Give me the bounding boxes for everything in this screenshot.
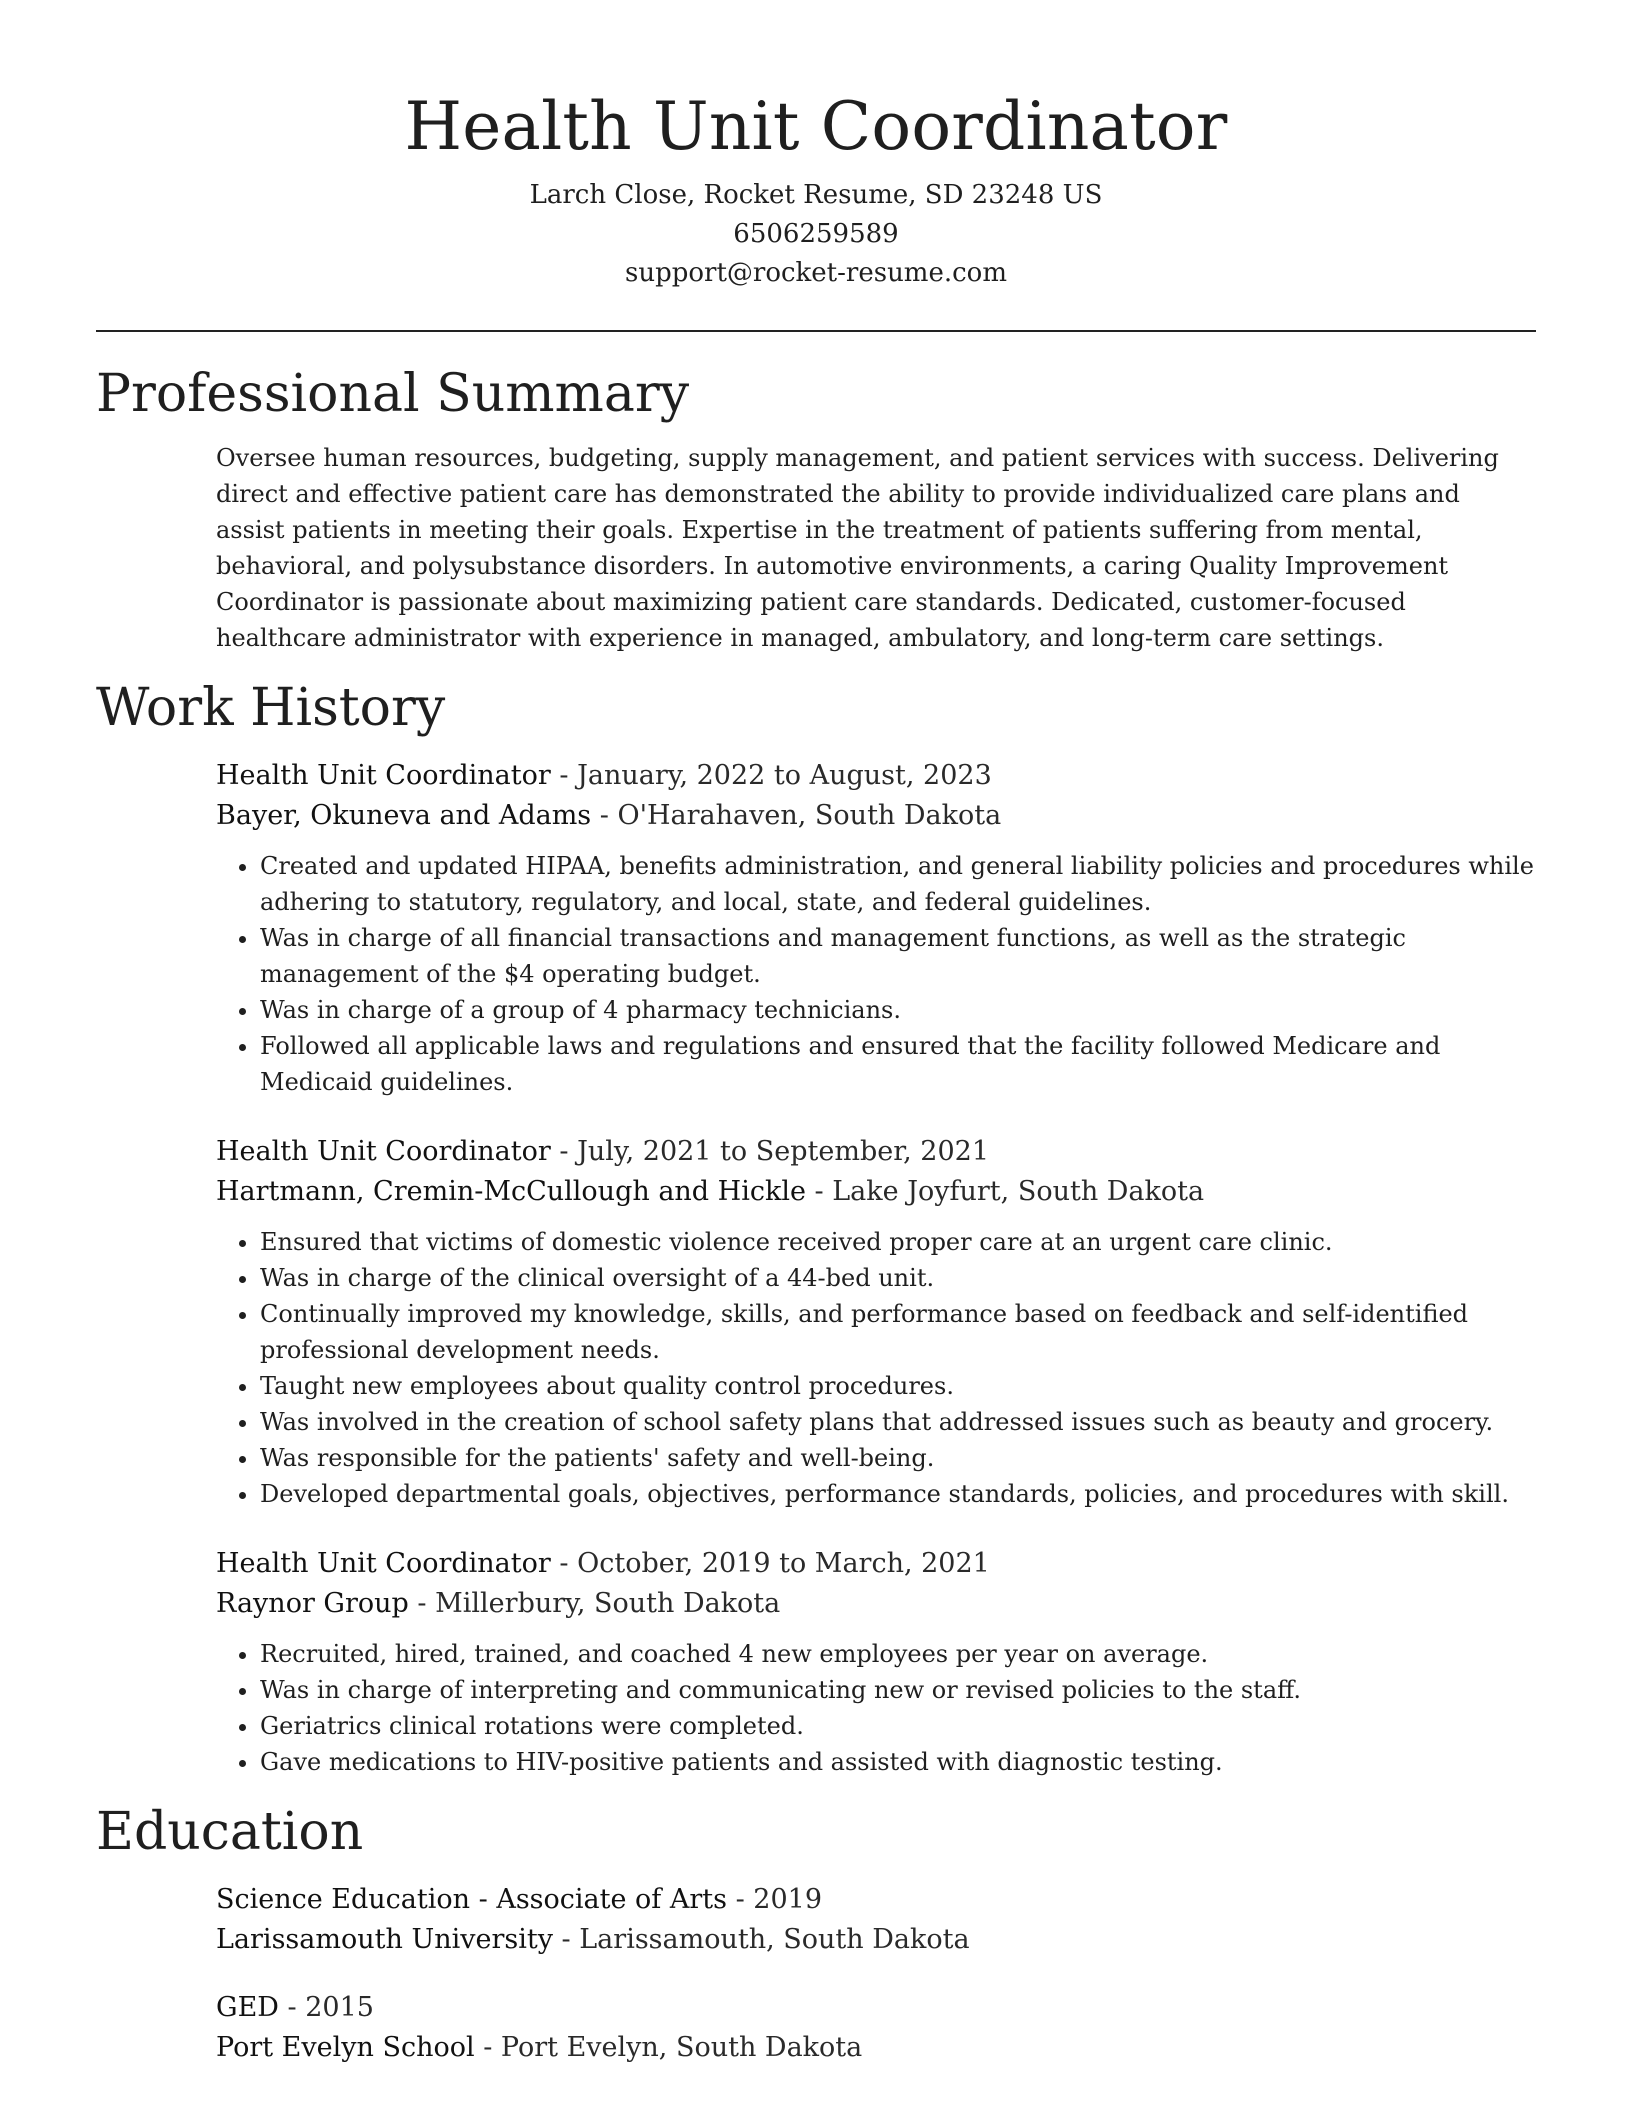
education-section: [96, 1880, 1536, 2068]
job-duty: • Was in charge of the clinical oversight of a 44-bed unit.: [260, 1260, 1536, 1296]
job-dates: - January, 2022 to August, 2023: [550, 760, 992, 791]
job-company-line: [216, 1584, 1536, 1624]
job-duty: • Was in charge of interpreting and communicating new or revised policies to the staff.: [260, 1672, 1536, 1708]
job-duty: • Geriatrics clinical rotations were completed.: [260, 1708, 1536, 1744]
education-entry: [216, 1880, 1536, 1960]
job-title-line: [216, 1132, 1536, 1172]
job-entry: [216, 756, 1536, 1100]
job-duties-list: [216, 848, 1536, 1100]
summary-heading: Professional Summary: [96, 364, 690, 424]
school-name: Port Evelyn School: [216, 2032, 475, 2063]
job-duties-list: [216, 1224, 1536, 1512]
contact-phone: 6506259589: [733, 219, 899, 249]
contact-info: [96, 176, 1536, 293]
degree-line: [216, 1880, 1536, 1920]
work-history-heading: Work History: [96, 678, 446, 738]
contact-email: support@rocket-resume.com: [624, 258, 1007, 288]
school-line: [216, 2028, 1536, 2068]
job-company-line: [216, 1172, 1536, 1212]
job-dates: - October, 2019 to March, 2021: [550, 1548, 990, 1579]
job-entry: [216, 1132, 1536, 1512]
summary-section: [96, 440, 1536, 656]
job-title-line: [216, 756, 1536, 796]
job-location: - O'Harahaven, South Dakota: [591, 800, 1002, 831]
resume-header: [96, 0, 1536, 293]
job-duty: • Taught new employees about quality control procedures.: [260, 1368, 1536, 1404]
job-title-line: [216, 1544, 1536, 1584]
job-company: Raynor Group: [216, 1588, 409, 1619]
graduation-year: - 2019: [727, 1884, 823, 1915]
degree: Science Education - Associate of Arts: [216, 1884, 727, 1915]
education-heading: Education: [96, 1802, 364, 1862]
job-location: - Lake Joyfurt, South Dakota: [805, 1176, 1205, 1207]
summary-text: Oversee human resources, budgeting, supply management, and patient services with success. Delivering direct and effective patient care has demonstrated the ability to provide individualized care plans and assist patients in meeting their goals. Expertise in the treatment of patients suffering from mental, behavioral, and polysubstance disorders. In automotive environments, a caring Quality Improvement Coordinator is passionate about maximizing patient care standards. Dedicated, customer-focused healthcare administrator with experience in managed, ambulatory, and long-term care settings.: [216, 444, 1499, 652]
job-location: - Millerbury, South Dakota: [408, 1588, 781, 1619]
job-company: Bayer, Okuneva and Adams: [216, 800, 592, 831]
school-location: - Port Evelyn, South Dakota: [474, 2032, 863, 2063]
education-entry: [216, 1988, 1536, 2068]
job-duty: • Was involved in the creation of school safety plans that addressed issues such as beauty and grocery.: [260, 1404, 1536, 1440]
header-divider: [96, 330, 1536, 332]
job-duty: • Gave medications to HIV-positive patients and assisted with diagnostic testing.: [260, 1744, 1536, 1780]
job-duty: • Ensured that victims of domestic violence received proper care at an urgent care clinic.: [260, 1224, 1536, 1260]
job-company: Hartmann, Cremin-McCullough and Hickle: [216, 1176, 806, 1207]
graduation-year: - 2015: [278, 1992, 374, 2023]
contact-address: Larch Close, Rocket Resume, SD 23248 US: [529, 180, 1103, 210]
job-duty: • Recruited, hired, trained, and coached 4 new employees per year on average.: [260, 1636, 1536, 1672]
job-dates: - July, 2021 to September, 2021: [550, 1136, 990, 1167]
job-role: Health Unit Coordinator: [216, 1136, 551, 1167]
job-duty: • Was responsible for the patients' safety and well-being.: [260, 1440, 1536, 1476]
school-name: Larissamouth University: [216, 1924, 553, 1955]
job-duty: • Created and updated HIPAA, benefits administration, and general liability policies and procedures while adhering to statutory, regulatory, and local, state, and federal guidelines.: [260, 848, 1536, 920]
job-duties-list: [216, 1636, 1536, 1780]
job-duty: • Developed departmental goals, objectives, performance standards, policies, and procedures with skill.: [260, 1476, 1536, 1512]
work-history-section: [96, 756, 1536, 1780]
school-line: [216, 1920, 1536, 1960]
candidate-name: Health Unit Coordinator: [404, 88, 1228, 165]
job-role: Health Unit Coordinator: [216, 1548, 551, 1579]
job-duty: • Continually improved my knowledge, skills, and performance based on feedback and self-identified professional development needs.: [260, 1296, 1536, 1368]
degree: GED: [216, 1992, 279, 2023]
job-duty: • Was in charge of a group of 4 pharmacy technicians.: [260, 992, 1536, 1028]
job-duty: • Was in charge of all financial transactions and management functions, as well as the strategic management of the $4 operating budget.: [260, 920, 1536, 992]
school-location: - Larissamouth, South Dakota: [552, 1924, 970, 1955]
degree-line: [216, 1988, 1536, 2028]
job-company-line: [216, 796, 1536, 836]
job-role: Health Unit Coordinator: [216, 760, 551, 791]
job-entry: [216, 1544, 1536, 1780]
job-duty: • Followed all applicable laws and regulations and ensured that the facility followed Medicare and Medicaid guidelines.: [260, 1028, 1536, 1100]
